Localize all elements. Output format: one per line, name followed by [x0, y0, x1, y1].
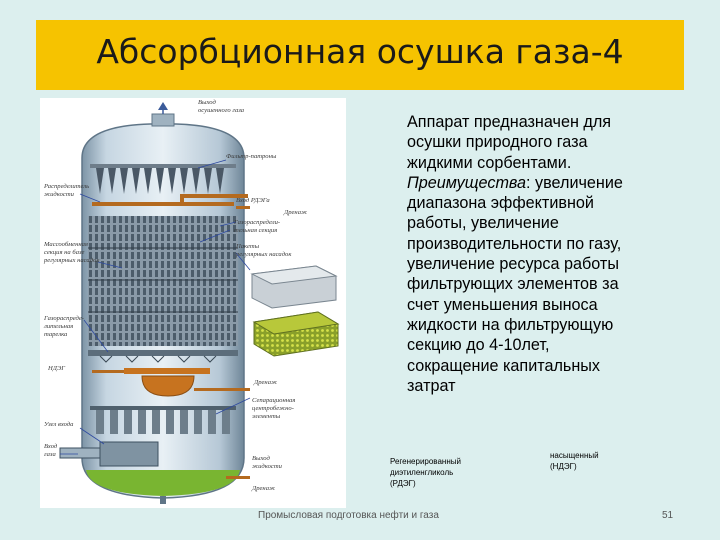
- note-regenerated: [390, 456, 461, 489]
- label-distributor-1: Распределитель: [44, 183, 90, 190]
- label-separation-1: Сепарационная: [252, 397, 296, 404]
- note-line: Регенерированный: [390, 457, 461, 466]
- label-in-rdeg: Вход РДЭГа: [236, 197, 270, 204]
- label-ndeg: НДЭГ: [48, 365, 66, 372]
- label-drainage-mid: Дренаж: [254, 379, 278, 386]
- note-line: насыщенный: [550, 451, 599, 460]
- page-number: 51: [662, 510, 674, 521]
- label-drainage-top: Дренаж: [284, 209, 308, 216]
- desc-line: счет уменьшения выноса: [407, 295, 598, 314]
- desc-line: жидкости на фильтрующую: [407, 315, 614, 334]
- label-in-gas-2: газа: [44, 451, 56, 458]
- label-packings-1: Пакеты: [236, 243, 260, 250]
- note-saturated: [550, 450, 599, 472]
- label-packings-2: регулярных насадок: [236, 251, 292, 258]
- desc-line: работы, увеличение: [407, 214, 559, 233]
- label-mass-exchange-3: регулярных насадок: [44, 257, 100, 264]
- footer-text: Промысловая подготовка нефти и газа: [258, 510, 439, 521]
- label-gas-distrib-top-2: тельная секция: [234, 227, 278, 234]
- label-gas-tray-2: лительная: [44, 323, 74, 330]
- advantages-label: Преимущества: [407, 173, 527, 192]
- slide-title: Абсорбционная осушка газа-4: [96, 32, 624, 71]
- label-gas-tray-1: Газораспредe-: [44, 315, 84, 322]
- label-mass-exchange-2: секция на базе: [44, 249, 85, 256]
- label-gas-tray-3: тарелка: [44, 331, 68, 338]
- desc-line: затрат: [407, 376, 456, 395]
- note-line: диэтиленгликоль: [390, 468, 454, 477]
- label-out-liquid-2: жидкости: [252, 463, 282, 470]
- label-distributor-2: жидкости: [44, 191, 74, 198]
- description-text: [407, 112, 677, 396]
- advantages-rest: : увеличение: [526, 173, 623, 192]
- label-in-gas-1: Вход: [44, 443, 58, 450]
- desc-line: увеличение ресурса работы: [407, 255, 619, 274]
- label-separation-3: элементы: [252, 413, 281, 420]
- liquid-outlet-pipe: [226, 476, 250, 479]
- desc-line: жидкими сорбентами.: [407, 153, 572, 172]
- bottom-drain-pipe: [160, 496, 166, 504]
- bottom-liquid: [86, 470, 240, 496]
- desc-line: осушки природного газа: [407, 133, 588, 152]
- label-drainage-bottom: Дренаж: [252, 485, 276, 492]
- label-mass-exchange-1: Массообменная: [44, 241, 88, 248]
- label-separation-2: центробежно-: [252, 405, 294, 412]
- title-bar: [36, 20, 684, 90]
- desc-line: фильтрующих элементов за: [407, 275, 619, 294]
- desc-line: сокращение капитальных: [407, 356, 601, 375]
- note-line: (НДЭГ): [550, 462, 577, 471]
- desc-line: Аппарат предназначен для: [407, 113, 612, 131]
- desc-line: секцию до 4-10лет,: [407, 336, 550, 355]
- desc-line: производительности по газу,: [407, 234, 622, 253]
- label-out-dry-gas-2: осушенного газа: [198, 107, 245, 114]
- label-out-dry-gas-1: Выход: [198, 99, 216, 106]
- note-line: (РДЭГ): [390, 479, 416, 488]
- desc-line-advantages: [407, 173, 677, 193]
- packing-samples: [252, 266, 338, 356]
- absorber-diagram: [40, 98, 346, 508]
- desc-line: диапазона эффективной: [407, 194, 594, 213]
- label-gas-distrib-top-1: Газораспредели-: [234, 219, 281, 226]
- label-filter-cartridges: Фильтр-патроны: [226, 153, 277, 160]
- label-out-liquid-1: Выход: [252, 455, 270, 462]
- label-inlet-unit: Узел входа: [44, 421, 74, 428]
